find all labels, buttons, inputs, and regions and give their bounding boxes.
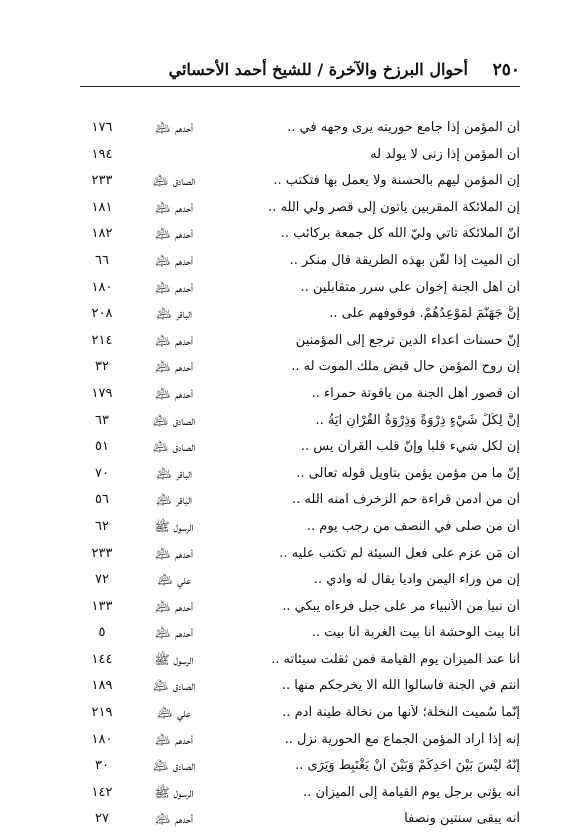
narrator-name: الصادق ﵇ [152,678,196,694]
page-reference: ٣٠ [95,758,109,774]
hadith-incipit: إن المؤمن ليهم بالحسنة ولا يعمل بها فتكتب .. [273,173,520,189]
index-row [80,145,520,172]
hadith-incipit: إن لكل شيء قلباً وإنّ قلب القرآن يس .. [300,439,520,455]
index-row [80,703,520,730]
hadith-incipit: إنّما سُميت النخلة؛ لأنها من نخالة طينة آدم .. [282,705,520,721]
narrator-name: أحدهم ﵇ [154,252,194,268]
hadith-incipit: أن أهل الجنة إخوان على سرر متقابلين .. [300,279,520,295]
index-row [80,251,520,278]
hadith-incipit: أن المؤمن إذا زنى لا يولد له [370,146,520,162]
page-reference: ١٤٤ [91,651,113,667]
page-reference: ٥٦ [95,492,109,508]
page-reference: ٦٣ [95,412,109,428]
narrator-name: أحدهم ﵇ [154,359,194,375]
page-reference: ٢٣٣ [91,545,113,561]
index-row [80,278,520,305]
index-row [80,464,520,491]
page-reference: ١٩٤ [91,146,113,162]
index-row [80,437,520,464]
index-row [80,171,520,198]
index-row [80,517,520,544]
index-row [80,730,520,757]
page-reference: ٦٦ [95,252,109,268]
running-header [80,54,520,84]
narrator-name: أحدهم ﵇ [154,120,194,135]
narrator-name: الباقر ﵇ [155,306,193,322]
page-reference: ٢٧ [95,811,109,827]
hadith-incipit: إنّ ما من مؤمن يؤمن بتأويل قوله تعالى .. [296,465,520,481]
hadith-incipit: إن الملائكة المقربين يأتون إلى قصر ولي الله .. [268,199,520,215]
index-row [80,118,520,145]
index-row [80,783,520,810]
index-row [80,623,520,650]
hadith-incipit: إِنَّهُ لَيْسَ بَيْنَ أَحَدِكُمْ وَبَيْنَ أَنْ يَغْتَبِطَ وَيَرَى .. [295,758,520,774]
hadith-incipit: أن قصور أهل الجنة من ياقوتة حمراء .. [311,385,520,401]
hadith-incipit: إنّ حسنات أعداء الدين ترجع إلى المؤمنين [295,332,520,348]
index-row [80,224,520,251]
page-reference: ٢٣٣ [91,173,113,189]
index-row [80,570,520,597]
index-row [80,198,520,225]
page-reference: ١٨٠ [91,279,113,295]
narrator-name: أحدهم ﵇ [154,385,194,401]
index-row [80,809,520,836]
page-reference: ٦٢ [95,518,109,534]
narrator-name: الصادق ﵇ [152,758,196,774]
narrator-name: أحدهم ﵇ [154,811,194,827]
page-reference: ١٨٢ [91,226,113,242]
narrator-name: أحدهم ﵇ [154,731,194,747]
index-row [80,597,520,624]
narrator-name: الباقر ﵇ [155,465,193,481]
index-row [80,384,520,411]
hadith-incipit: إن روح المؤمن حال قبض ملك الموت له .. [291,359,520,375]
page-reference: ٢١٤ [91,332,113,348]
header-rule [80,86,520,87]
hadith-incipit: إن من وراء اليمن وادياً يقال له وادي .. [313,572,520,588]
hadith-incipit: إِنَّ جَهَنَّمَ لَمَوْعِدُهُمْ. فوقوفهم على .. [329,306,520,322]
hadith-incipit: أنتم في الجنة فاسألوا الله ألا يخرجكم منها .. [281,678,520,694]
narrator-name: أحدهم ﵇ [154,199,194,215]
page-reference: ١٤٢ [91,784,113,800]
hadith-incipit: أن من أدمن قراءة حم الزخرف آمنه الله .. [292,492,520,508]
narrator-name: الرسول ﷺ [154,651,194,667]
narrator-name: الصادق ﵇ [152,173,196,189]
narrator-name: علي ﵇ [157,705,191,721]
hadith-incipit: أنا بيت الوحشة أنا بيت الغربة أنا بيت .. [311,625,520,641]
page-reference: ٢١٩ [91,705,113,721]
narrator-name: أحدهم ﵇ [154,545,194,561]
page-reference: ١٣٣ [91,598,113,614]
page-reference: ٥١ [95,439,109,455]
hadith-incipit: أن الميت إذا لُقّن بهذه الطريقة قال منكر .. [289,252,520,268]
narrator-name: الصادق ﵇ [152,412,196,428]
index-row [80,650,520,677]
index-row [80,544,520,571]
page-reference: ١٨١ [91,199,113,215]
page-reference: ٣٢ [95,359,109,375]
hadith-incipit: أنه يؤتى برجل يوم القيامة إلى الميزان .. [303,784,520,800]
narrator-name: أحدهم ﵇ [154,625,194,641]
hadith-incipit: أنه يبقى سنتين ونصفاً [404,811,520,827]
page-reference: ١٧٩ [91,385,113,401]
page-reference: ٧٢ [95,572,109,588]
narrator-name: الباقر ﵇ [155,492,193,508]
narrator-name: أحدهم ﵇ [154,226,194,242]
narrator-name: أحدهم ﵇ [154,332,194,348]
page-number: ٢٥٠ [492,60,520,80]
page-reference: ٥ [98,625,106,641]
index-row [80,676,520,703]
hadith-incipit: أنّ الملائكة تأتي وليّ الله كل جمعة بركائب .. [280,226,520,242]
index-row [80,756,520,783]
narrator-name: الرسول ﷺ [154,518,194,534]
page-reference: ١٧٦ [91,120,113,135]
narrator-name: الرسول ﷺ [154,784,194,800]
hadith-incipit: أن من صلى في النصف من رجب يوم .. [306,518,520,534]
hadith-incipit: أن المؤمن إذا جامع حوريته يرى وجهه في .. [287,120,520,135]
narrator-name: الصادق ﵇ [152,439,196,455]
hadith-index-list [80,118,520,836]
narrator-name: علي ﵇ [157,572,191,588]
index-row [80,411,520,438]
page-reference: ١٨٩ [91,678,113,694]
hadith-incipit: أن مَن عزم على فعل السيئة لم تكتب عليه .. [279,545,520,561]
narrator-name: أحدهم ﵇ [154,598,194,614]
index-row [80,304,520,331]
hadith-incipit: أن نبياً من الأنبياء مر على جبل فرءاه يبكي .. [282,598,520,614]
page-reference: ٢٠٨ [91,306,113,322]
hadith-incipit: أنا عند الميزان يوم القيامة فمن ثقلت سيئاته .. [271,651,520,667]
page-reference: ١٨٠ [91,731,113,747]
hadith-incipit: إنه إذا أراد المؤمن الجماع مع الحورية نزل .. [284,731,520,747]
index-row [80,331,520,358]
index-row [80,490,520,517]
narrator-name: أحدهم ﵇ [154,279,194,295]
hadith-incipit: إِنَّ لِكُلِّ شَيْءٍ ذِرْوَةً وَذِرْوَةُ القُرْآنِ آيَةُ .. [315,412,520,428]
running-title: أحوال البرزخ والآخرة / للشيخ أحمد الأحسائي [168,60,468,79]
page-reference: ٧٠ [95,465,109,481]
index-row [80,357,520,384]
